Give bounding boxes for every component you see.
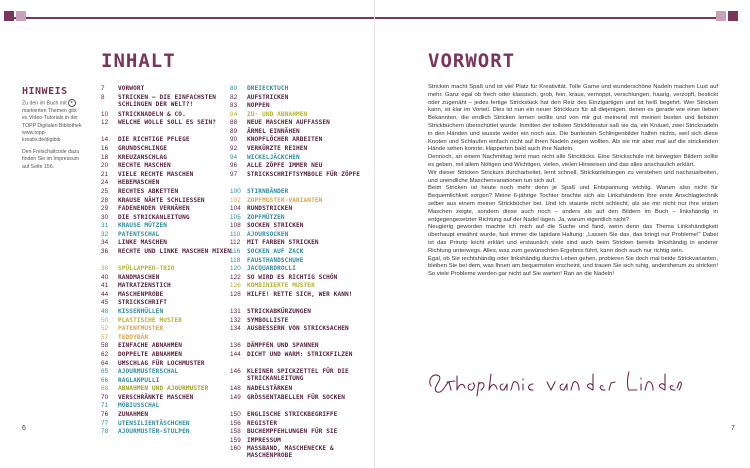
signature-stroke [430,372,682,396]
toc-page-number: 62 [101,350,109,358]
toc-entry[interactable] [101,205,243,214]
toc-entry[interactable] [101,162,243,171]
toc-entry[interactable] [101,360,243,369]
toc-entry[interactable] [230,162,372,171]
toc-title: PLASTISCHE MUSTER [118,316,183,324]
toc-page-number: 65 [101,368,109,376]
hinweis-text [22,99,82,145]
toc-entry[interactable] [101,188,243,197]
toc-entry[interactable] [101,239,243,248]
toc-title: PATENTMUSTER [118,325,164,333]
toc-title: SO WIRD ES RICHTIG SCHÖN [247,273,338,281]
toc-entry[interactable] [230,368,372,385]
toc-entry[interactable] [101,351,243,360]
toc-title: VIELE RECHTE MASCHEN [118,170,194,178]
toc-title: MATRATZENSTICH [118,282,171,290]
toc-page-number: 90 [230,136,238,144]
toc-entry[interactable] [101,385,243,394]
toc-entry[interactable] [101,136,243,145]
toc-entry[interactable] [230,239,372,248]
toc-title: JACQUARDROLLI [247,265,296,273]
toc-entry[interactable] [101,145,243,154]
toc-entry[interactable] [101,334,243,343]
toc-title: RANDMASCHEN [118,273,160,281]
digibib-link[interactable]: www.topp-kreativ.de/digibib [22,130,61,144]
toc-page-number: 120 [230,265,241,273]
toc-page-number: 105 [230,213,241,221]
toc-page-number: 97 [230,170,238,178]
toc-page-number: 50 [101,316,109,324]
toc-page-number: 80 [230,85,238,92]
toc-title: LINKE MASCHEN [118,239,167,247]
toc-entry[interactable] [230,445,372,462]
toc-entry[interactable] [230,231,372,240]
toc-entry[interactable] [230,291,372,308]
toc-title: SOCKEN AUF ZACK [247,247,304,255]
toc-title: HEBEMASCHEN [118,179,160,187]
toc-title: DIE STRICKANLEITUNG [118,213,190,221]
hinweis-line1: Zu den im Buch mit [22,100,67,107]
toc-entry[interactable] [101,299,243,308]
toc-entry[interactable] [101,94,243,111]
toc-page-number: 110 [230,230,241,238]
vorwort-heading: VORWORT [428,50,516,72]
toc-title: NOPPEN [247,102,270,110]
corner-square-dark [4,11,14,21]
toc-title: IMPRESSUM [247,436,281,444]
toc-page-number: 84 [230,110,238,118]
toc-page-number: 20 [101,162,109,170]
toc-page-number: 40 [101,273,109,281]
vorwort-text [428,84,718,279]
toc-entry[interactable] [230,154,372,163]
toc-page-number: 24 [101,179,109,187]
toc-entry[interactable] [230,171,372,188]
toc-title: DICHT UND WARM: STRICKFILZEN [247,350,353,358]
toc-entry[interactable] [101,274,243,283]
toc-page-number: 108 [230,222,241,230]
toc-entry[interactable] [101,154,243,163]
top-rule-left [8,17,375,19]
toc-title: AJOURMUSTERSCHAL [118,368,179,376]
toc-title: MASCHENPROBE [118,290,164,298]
toc-title: AUFSTRICKEN [247,93,289,101]
toc-entry[interactable] [230,342,372,351]
toc-entry[interactable] [101,248,243,265]
toc-page-number: 116 [230,247,241,255]
toc-title: RUNDSTRICKEN [247,205,293,213]
toc-title: ZOPFMUSTER-VARIANTEN [247,196,323,204]
toc-title: MIT FARBEN STRICKEN [247,239,319,247]
toc-page-number: 71 [101,402,109,410]
vorwort-paragraph: Egal, ob Sie rechtshändig oder linkshändig durchs Leben gehen, probieren Sie doch mal beide Strickvarianten, bleiben Sie bei dem, was Ihnen am bequemsten erscheint, und trauen Sie sich ruhig, andersherum zu stricken! So viele Probleme werden gar nicht auf Sie warten! Ran an die Nadeln! [428,255,718,278]
toc-entry[interactable] [230,351,372,368]
toc-title: DÄMPFEN UND SPANNEN [247,342,319,350]
toc-title: ALLE ZÖPFE IMMER NEU [247,162,323,170]
toc-page-number: 32 [101,230,109,238]
toc-page-number: 104 [230,205,241,213]
toc-page-number: 88 [230,119,238,127]
toc-entry[interactable] [230,248,372,257]
toc-entry[interactable] [230,265,372,274]
toc-entry[interactable] [101,179,243,188]
toc-title: ENGLISCHE STRICKBEGRIFFE [247,410,338,418]
toc-entry[interactable] [230,308,372,317]
toc-entry[interactable] [101,317,243,326]
toc-entry[interactable] [101,291,243,300]
toc-page-number: 94 [230,153,238,161]
toc-page-number: 41 [101,282,109,290]
toc-title: RECHTE UND LINKE MASCHEN MIXEN [118,247,232,255]
toc-entry[interactable] [101,197,243,206]
toc-page-number: 83 [230,102,238,110]
toc-entry[interactable] [230,188,372,197]
toc-page-number: 44 [101,290,109,298]
hinweis-sidebar [22,86,82,175]
toc-page-number: 77 [101,419,109,427]
toc-entry[interactable] [101,222,243,231]
toc-entry[interactable] [230,222,372,231]
toc-page-number: 38 [101,265,109,273]
toc-entry[interactable] [101,420,243,429]
toc-page-number: 64 [101,359,109,367]
toc-title: MASSBAND, MASCHENECKE & MASCHENPROBE [247,445,334,460]
toc-entry[interactable] [230,325,372,342]
toc-title: KRAUSE MÜTZEN [118,222,167,230]
toc-column-2 [230,85,372,462]
hinweis-line2: markierten Themen gibt es Video-Tutorials in der TOPP Digitalen Bibliothek [22,107,82,129]
corner-square-dark-right [728,11,738,21]
toc-entry[interactable] [230,197,372,206]
toc-title: STRICKNADELN & CO. [118,110,186,118]
vorwort-paragraph: Beim Stricken ist heute noch mehr denn je Spaß und Entspannung wichtig. Warum also nicht für Bequemlichkeit sorgen? Meine 6-jährige Tochter brachte sich als Linkshänderin ihre erste Anschlagtechnik selber aus einem meiner Strickbücher bei. Und ich staunte nicht schlecht, als sie mir nicht nur ihre ersten Maschen zeigte, sondern diese auch noch – anders als auf den Bildern im Buch – linkshändig in entgegengesetzter Richtung auf der Nadel lagen. Ja, warum eigentlich nicht? [428,185,718,223]
toc-page-number: 118 [230,256,241,264]
vorwort-paragraph: Dennoch, an einem Nachmittag lernt man nicht alle Strickticks. Eine Strickschule mit bewegten Bildern sollte es geben, mit allem Nötigen und Wichtigen, vielen, vielen Hinweisen und das alles anschaulich erklärt. [428,154,718,168]
toc-title: KRAUSE NÄHTE SCHLIESSEN [118,196,205,204]
toc-entry[interactable] [230,111,372,120]
toc-page-number: 12 [101,119,109,127]
toc-page-number: 8 [101,93,105,101]
page-number-left: 6 [22,425,26,432]
toc-page-number: 7 [101,85,105,92]
toc-title: MÖBIUSSCHAL [118,402,160,410]
toc-entry[interactable] [101,368,243,377]
toc-entry[interactable] [230,214,372,223]
toc-title: SPÜLLAPPEN-TRIO [118,265,175,273]
toc-title: VORWORT [118,85,145,92]
toc-page-number: 25 [101,187,109,195]
toc-entry[interactable] [230,411,372,420]
vorwort-paragraph: Wir dieser Stricken Strickurs durcharbeitet, lernt schnell, Strickanleitungen zu verstehen und nachzuarbeiten, und unendliche Maschenvariationen tun sich auf. [428,169,718,184]
toc-page-number: 30 [101,213,109,221]
toc-title: VERKÜRZTE REIHEN [247,145,308,153]
toc-page-number: 159 [230,436,241,444]
toc-page-number: 28 [101,196,109,204]
toc-page-number: 122 [230,273,241,281]
toc-title: STRICKSCHRIFT [118,299,167,307]
toc-title: ZUNAHMEN [118,410,149,418]
toc-page-number: 58 [101,342,109,350]
toc-page-number: 89 [230,127,238,135]
toc-entry[interactable] [101,231,243,240]
toc-entry[interactable] [101,428,243,437]
toc-page-number: 132 [230,316,241,324]
toc-title: NEUE MASCHEN AUFFASSEN [247,119,330,127]
toc-page-number: 148 [230,385,241,393]
toc-entry[interactable] [230,274,372,283]
toc-entry[interactable] [101,214,243,223]
toc-entry[interactable] [230,145,372,154]
toc-page-number: 92 [230,145,238,153]
toc-page-number: 10 [101,110,109,118]
toc-page-number: 68 [101,385,109,393]
toc-page-number: 29 [101,205,109,213]
toc-column-1 [101,85,243,437]
toc-title: SOCKEN STRICKEN [247,222,304,230]
toc-title: WICKELJÄCKCHEN [247,153,300,161]
toc-entry[interactable] [230,119,372,128]
toc-entry[interactable] [101,342,243,351]
toc-title: VERSCHRÄNKTE MASCHEN [118,393,194,401]
toc-title: KLEINER SPICKZETTEL FÜR DIE STRICKANLEITUNG [247,368,349,383]
toc-page-number: 126 [230,282,241,290]
toc-page-number: 131 [230,308,241,316]
toc-entry[interactable] [101,325,243,334]
toc-entry[interactable] [101,265,243,274]
toc-title: UMSCHLAG FÜR LOCHMUSTER [118,359,205,367]
toc-title: PATENTSCHAL [118,230,160,238]
toc-entry[interactable] [230,394,372,411]
toc-entry[interactable] [230,205,372,214]
toc-title: RECHTE MASCHEN [118,162,171,170]
toc-page-number: 128 [230,290,241,298]
toc-page-number: 21 [101,170,109,178]
toc-entry[interactable] [230,317,372,326]
toc-page-number: 112 [230,239,241,247]
toc-title: FAUSTHANDSCHUHE [247,256,304,264]
toc-title: ÄRMEL EINNÄHEN [247,127,300,135]
toc-page-number: 102 [230,196,241,204]
toc-title: GRUNDSCHLINGE [118,145,167,153]
page-number-right: 7 [731,425,735,432]
toc-heading: INHALT [101,50,176,72]
toc-title: RAGLANPULLI [118,376,160,384]
toc-page-number: 48 [101,308,109,316]
toc-page-number: 78 [101,428,109,436]
hinweis-code-text: Den Freischaltcode dazu finden Sie im Impressum auf Seite 156. [22,148,80,170]
toc-title: NADELSTÄRKEN [247,385,293,393]
toc-page-number: 14 [101,136,109,144]
vorwort-paragraph: Stricken macht Spaß und ist viel Platz für Kreativität. Tolle Garne und wunderschöne Nadeln machen Lust auf mehr. Ganz egal ob frech oder klassisch, grob, fein, kraus, vernoppt, verschlungen, haarig, verzopft, bestickt oder zugenäht – jedes fertige Strickstück hat den Reiz des Einzigartigen und ist heiß begehrt. Wer Stricken kann, ist klar im Vorteil. Dies ist nun ein neuer Strickkurs für all diejenigen, denen es gerade wie einer lieben Bekannten, die endlich Stricken lernen wollte und von mir gut meinend mit meinen besten und liebsten Strickbüchern überschüttet wurde. Inmitten der tollsten Strickliteratur saß sie da, ein Knäuel, zwei Stricknadeln in den Händen und wusste weder ein noch aus. Die buntesten Schlingenbilder halfen nichts, weil sich diese Knoten und Schlaufen einfach nicht auf ihren Nadeln zeigen wollten. Als sie mir aber mal auf die strickenden Hände sehen konnte, klapperten bald auch ihre Nadeln. [428,84,718,153]
toc-page-number: 34 [101,239,109,247]
toc-title: DIE RICHTIGE PFLEGE [118,136,190,144]
toc-entry[interactable] [101,377,243,386]
toc-page-number: 149 [230,393,241,401]
toc-title: ZOPFMÜTZEN [247,213,285,221]
toc-title: BUCHEMPFEHLUNGEN FÜR SIE [247,428,338,436]
toc-entry[interactable] [101,111,243,120]
toc-title: SYMBOLLISTE [247,316,289,324]
toc-page-number: 158 [230,428,241,436]
toc-title: KNOPFLÖCHER ARBEITEN [247,136,323,144]
toc-title: TEDDYBÄR [118,333,149,341]
toc-entry[interactable] [230,102,372,111]
toc-page-number: 136 [230,342,241,350]
toc-page-number: 156 [230,419,241,427]
hinweis-title: HINWEIS [22,86,68,97]
toc-title: ZU- UND ABNAHMEN [247,110,308,118]
corner-square-light-right [716,11,726,21]
toc-entry[interactable] [230,385,372,394]
toc-page-number: 36 [101,247,109,255]
toc-title: STRICKSCHRIFTSYMBOLE FÜR ZÖPFE [247,170,361,178]
toc-title: AJOURSOCKEN [247,230,289,238]
toc-entry[interactable] [101,85,243,94]
toc-title: AJOURMUSTER-STULPEN [118,428,190,436]
toc-title: ABNAHMEN UND AJOURMUSTER [118,385,209,393]
toc-entry[interactable] [230,428,372,437]
toc-title: HILFE! RETTE SICH, WER KANN! [247,290,353,298]
toc-page-number: 16 [101,145,109,153]
toc-page-number: 52 [101,325,109,333]
toc-entry[interactable] [230,136,372,145]
toc-entry[interactable] [101,119,243,136]
toc-page-number: 100 [230,187,241,195]
toc-title: GRÖSSENTABELLEN FÜR SOCKEN [247,393,345,401]
toc-title: KOMBINIERTE MUSTER [247,282,315,290]
toc-entry[interactable] [230,282,372,291]
toc-page-number: 96 [230,162,238,170]
toc-page-number: 134 [230,325,241,333]
toc-page-number: 31 [101,222,109,230]
right-page [375,0,750,468]
toc-entry[interactable] [101,308,243,317]
toc-title: STRICKEN – DIE EINFACHSTEN SCHLINGEN DER WELT?! [118,93,216,108]
toc-title: DREIECKTUCH [247,85,289,92]
toc-entry[interactable] [230,420,372,429]
toc-page-number: 18 [101,153,109,161]
toc-title: DOPPELTE ABNAHMEN [118,350,183,358]
toc-entry[interactable] [230,437,372,446]
toc-entry[interactable] [230,94,372,103]
toc-title: STIRNBÄNDER [247,187,289,195]
toc-page-number: 57 [101,333,109,341]
toc-title: FADENENDEN VERNÄHEN [118,205,190,213]
toc-title: AUSBESSERN VON STRICKSACHEN [247,325,349,333]
toc-title: EINFACHE ABNAHMEN [118,342,183,350]
corner-square-light [16,11,26,21]
toc-title: REGISTER [247,419,278,427]
toc-page-number: 76 [101,410,109,418]
vorwort-paragraph: Neugierig geworden machte ich mich auf die Suche und fand, wenn denn das Thema Linkshändigkeit überhaupt erwähnt wurde, fast immer die lapidare Haltung: „Lassen Sie das, das bringt nur Probleme!“ Dabei ist das Prinzip leicht erklärt und erstaunlich viele sind auch beim Stricken bereits linkshändig in anderer Richtung unterwegs. Alles, was zum gewünschten Ergebnis führt, kann doch auch nur richtig sein. [428,224,718,254]
toc-entry[interactable] [101,171,243,180]
toc-page-number: 150 [230,410,241,418]
toc-title: WELCHE WOLLE SOLL ES SEIN? [118,119,216,127]
signature [423,364,683,398]
toc-page-number: 146 [230,368,241,376]
toc-entry[interactable] [230,257,372,266]
toc-title: STRICKABKÜRZUNGEN [247,308,312,316]
toc-page-number: 82 [230,93,238,101]
toc-title: KISSENHÜLLEN [118,308,164,316]
toc-title: RECHTES ABKETTEN [118,187,179,195]
top-rule-right [375,17,720,19]
toc-title: KREUZANSCHLAG [118,153,167,161]
toc-page-number: 160 [230,445,241,453]
toc-entry[interactable] [230,85,372,94]
video-play-icon [68,99,76,107]
toc-page-number: 45 [101,299,109,307]
toc-entry[interactable] [101,282,243,291]
toc-page-number: 70 [101,393,109,401]
toc-entry[interactable] [101,411,243,420]
toc-page-number: 144 [230,350,241,358]
toc-entry[interactable] [101,402,243,411]
toc-title: UTENSILIENTÄSCHCHEN [118,419,190,427]
toc-page-number: 66 [101,376,109,384]
